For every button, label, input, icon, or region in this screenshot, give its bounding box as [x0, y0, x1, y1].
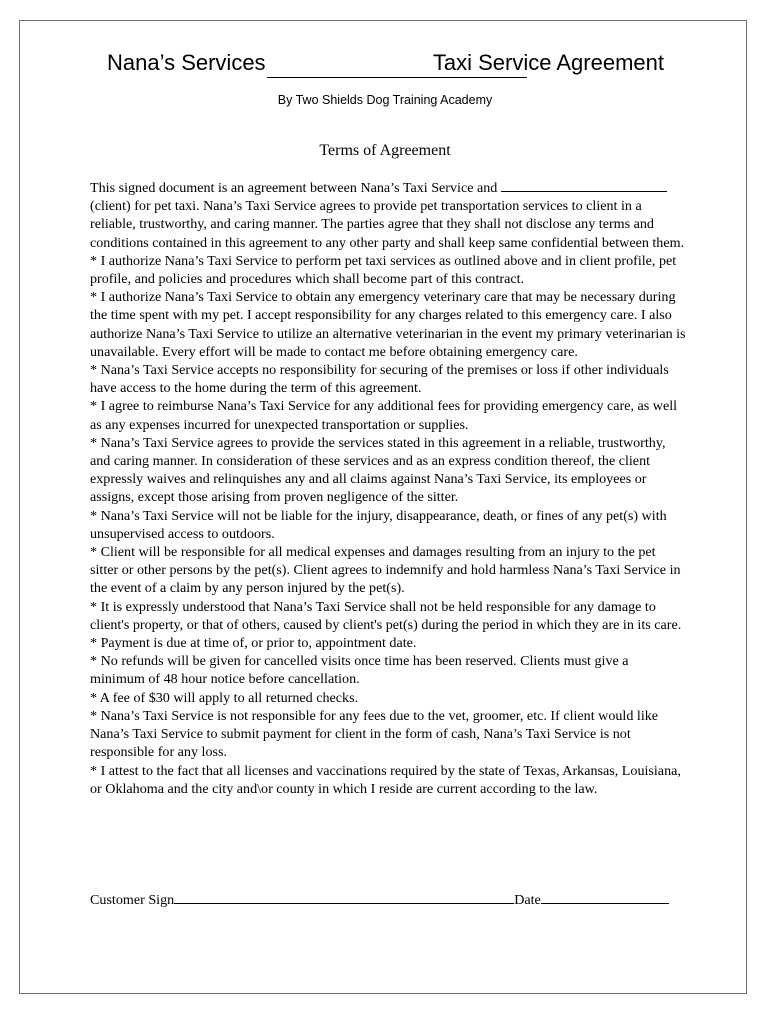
clause: * It is expressly understood that Nana’s Taxi Service shall not be held responsible for any damage to client's property, or that of others, caused by client's pet(s) during the period in which they are in its care.: [90, 598, 682, 633]
clause: * No refunds will be given for cancelled visits once time has been reserved. Clients must give a minimum of 48 hour notice before cancellation.: [90, 653, 629, 688]
intro-text-after-blank: (client) for pet taxi. Nana’s Taxi Service agrees to provide pet transportation services to client in a reliable, trustworthy, and caring manner. The parties agree that they shall not disclose any terms and conditions contained in this agreement to any other party and shall keep same confidential between them.: [90, 198, 685, 251]
company-title: Nana’s Services: [107, 50, 266, 75]
clause: * Nana’s Taxi Service is not responsible for any fees due to the vet, groomer, etc. If client would like Nana’s Taxi Service to submit payment for client in the form of cash, Nana’s Taxi Service is not responsible for any loss.: [90, 707, 659, 761]
clause: * Nana’s Taxi Service will not be liable for the injury, disappearance, death, or fines of any pet(s) with unsupervised access to outdoors.: [90, 507, 667, 542]
clause: * Client will be responsible for all medical expenses and damages resulting from an injury to the pet sitter or other persons by the pet(s). Client agrees to indemnify and hold harmless Nana’s Taxi Service in the event of a claim by any person injured by the pet(s).: [90, 544, 681, 597]
date-label: Date: [514, 892, 541, 908]
agreement-body: [90, 179, 686, 798]
clause: * Nana’s Taxi Service accepts no responsibility for securing of the premises or loss if other individuals have access to the home during the term of this agreement.: [90, 362, 669, 397]
intro-text-before-blank: This signed document is an agreement between Nana’s Taxi Service and: [90, 180, 498, 196]
customer-sign-label: Customer Sign: [90, 892, 175, 908]
clause: * A fee of $30 will apply to all returned checks.: [90, 689, 359, 706]
clause: * I attest to the fact that all licenses and vaccinations required by the state of Texas, Arkansas, Louisiana, or Oklahoma and the city and\or county in which I reside are current according to the law.: [90, 762, 681, 797]
section-title: Terms of Agreement: [319, 142, 451, 159]
clause: * Payment is due at time of, or prior to, appointment date.: [90, 635, 417, 652]
customer-signature-field[interactable]: [174, 890, 514, 904]
date-field[interactable]: [541, 890, 669, 904]
clause: * I authorize Nana’s Taxi Service to obtain any emergency veterinary care that may be necessary during the time spent with my pet. I accept responsibility for any charges related to this emergency care. I also authorize Nana’s Taxi Service to utilize an alternative veterinarian in the event my primary veterinarian is unavailable. Every effort will be made to contact me before obtaining emergency care.: [90, 289, 686, 360]
subtitle: By Two Shields Dog Training Academy: [277, 93, 493, 107]
intro-paragraph: [90, 179, 686, 252]
document-header: [107, 50, 664, 78]
agreement-title: Taxi Service Agreement: [432, 50, 664, 75]
clause: * Nana’s Taxi Service agrees to provide the services stated in this agreement in a reliable, trustworthy, and caring manner. In consideration of these services and as an express condition thereof, the client expressly waives and relinquishes any and all claims against Nana’s Taxi Service, its employees or assigns, except those arising from proven negligence of the sitter.: [90, 434, 666, 506]
client-name-blank[interactable]: [501, 179, 667, 192]
clause: * I authorize Nana’s Taxi Service to perform pet taxi services as outlined above and in client profile, pet profile, and policies and procedures which shall become part of this contract.: [90, 252, 677, 288]
clause: * I agree to reimburse Nana’s Taxi Service for any additional fees for providing emergency care, as well as any expenses incurred for unexpected transportation or supplies.: [90, 398, 678, 433]
signature-row: [90, 890, 680, 909]
